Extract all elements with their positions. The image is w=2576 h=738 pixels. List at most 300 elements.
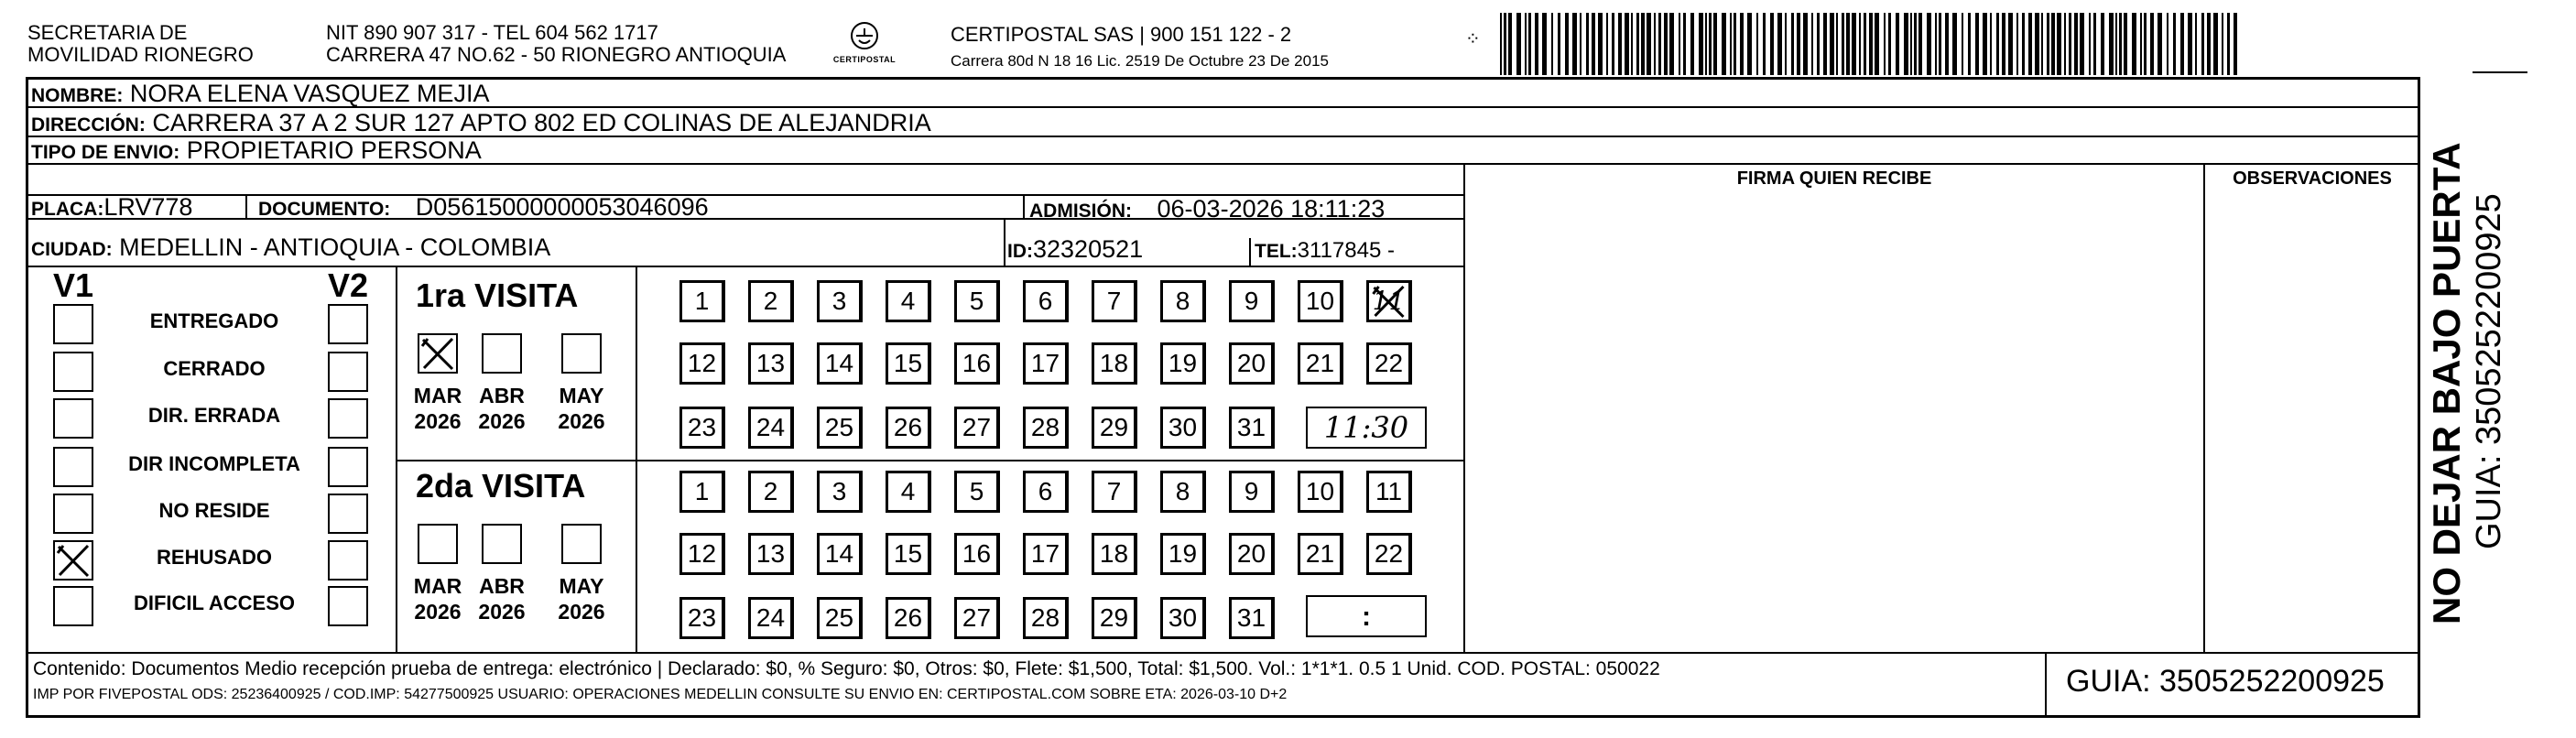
barcode-bar: [1740, 13, 1744, 75]
day-number: 8: [1175, 287, 1190, 315]
month-checkbox[interactable]: [418, 333, 458, 374]
day-number: 25: [824, 413, 854, 441]
ciudad-field: [31, 233, 550, 265]
barcode-bar: [1864, 13, 1866, 75]
id-label: ID:: [1007, 241, 1033, 262]
barcode-bar: [1842, 13, 1844, 75]
barcode-bar: [1606, 13, 1608, 75]
divider: [396, 460, 1463, 461]
v1-header: V1: [53, 266, 94, 304]
day-number: 30: [1168, 413, 1198, 441]
day-box-4[interactable]: [886, 280, 931, 322]
day-number: 24: [755, 603, 786, 632]
day-box-17[interactable]: [1023, 533, 1069, 575]
day-box-9[interactable]: [1229, 471, 1275, 513]
day-box-27[interactable]: [954, 597, 1000, 639]
barcode-bar: [2047, 13, 2049, 75]
divider: [396, 266, 397, 652]
day-box-8[interactable]: [1160, 280, 1206, 322]
placa-label: PLACA:: [31, 199, 104, 220]
documento-label: DOCUMENTO:: [258, 199, 391, 220]
barcode-bar: [1770, 13, 1774, 75]
barcode-bar: [1875, 13, 1879, 75]
barcode-bar: [2057, 13, 2061, 75]
barcode-bar: [2080, 13, 2084, 75]
day-box-21[interactable]: [1298, 342, 1343, 385]
barcode-bar: [1641, 13, 1645, 75]
divider: [26, 652, 2420, 654]
barcode-bar: [2201, 13, 2204, 75]
barcode-bar: [1699, 13, 1703, 75]
visit2-time-box[interactable]: [1306, 595, 1427, 637]
day-box-13[interactable]: [748, 342, 794, 385]
barcode-bar: [1618, 13, 1622, 75]
day-box-4[interactable]: [886, 471, 931, 513]
placa-value: LRV778: [103, 193, 193, 221]
day-box-23[interactable]: [679, 407, 725, 449]
observaciones-header: OBSERVACIONES: [2233, 168, 2392, 189]
day-box-31[interactable]: [1229, 597, 1275, 639]
year-label: 2026: [478, 409, 526, 433]
barcode-bar: [1785, 13, 1787, 75]
day-number: 21: [1305, 349, 1335, 377]
barcode-bar: [1705, 13, 1707, 75]
barcode-bar: [1952, 13, 1957, 75]
barcode-bar: [2074, 13, 2078, 75]
day-number: 16: [962, 539, 992, 568]
day-box-28[interactable]: [1023, 407, 1069, 449]
v2-checkbox[interactable]: [328, 447, 368, 487]
day-box-21[interactable]: [1298, 533, 1343, 575]
barcode-bar: [2222, 13, 2223, 75]
barcode-bar: [2180, 13, 2184, 75]
month-checkbox[interactable]: [561, 333, 602, 374]
footer-guia: GUIA: 3505252200925: [2066, 664, 2385, 699]
month-label: MAY: [559, 384, 604, 407]
v2-header: V2: [328, 266, 369, 304]
barcode-bar: [1968, 13, 1971, 75]
day-number: 12: [687, 349, 717, 377]
barcode-bar: [2008, 13, 2013, 75]
barcode-bar: [1996, 13, 1999, 75]
day-number: 1: [694, 477, 710, 505]
day-box-8[interactable]: [1160, 471, 1206, 513]
admision-value: 06-03-2026 18:11:23: [1157, 195, 1386, 222]
day-number: 20: [1236, 539, 1266, 568]
day-number: 5: [969, 477, 984, 505]
barcode-bar: [1647, 13, 1651, 75]
tipo-envio-value: PROPIETARIO PERSONA: [186, 136, 482, 164]
documento-value: D05615000000053046096: [415, 193, 709, 221]
day-number: 4: [900, 477, 916, 505]
day-number: 25: [824, 603, 854, 632]
status-label: CERRADO: [163, 357, 266, 380]
day-box-11[interactable]: [1366, 280, 1412, 322]
day-box-30[interactable]: [1160, 407, 1206, 449]
barcode-bar: [1734, 13, 1736, 75]
day-number: 19: [1168, 349, 1198, 377]
barcode-bar: [1830, 13, 1834, 75]
day-box-1[interactable]: [679, 280, 725, 322]
divider: [1249, 238, 1251, 266]
barcode-bar: [1722, 13, 1726, 75]
barcode-bar: [2188, 13, 2192, 75]
day-number: 11: [1372, 286, 1406, 316]
day-number: 11: [1375, 477, 1403, 505]
footer-content-line: Contenido: Documentos Medio recepción prueba de entrega: electrónico | Declarado: $0, % Seguro: $0, Otros: $0, Flete: $1,500, Total: $1,500. Vol.: 1*1*1. 0.5 1 Unid. COD. POSTAL: 050022: [33, 658, 1660, 679]
v2-checkbox[interactable]: [328, 304, 368, 344]
barcode-bar: [2051, 13, 2055, 75]
day-box-29[interactable]: [1092, 597, 1137, 639]
day-number: 24: [755, 413, 786, 441]
day-box-26[interactable]: [886, 407, 931, 449]
barcode-bar: [2028, 13, 2032, 75]
barcode-bar: [1803, 13, 1808, 75]
day-number: 10: [1305, 477, 1335, 505]
barcode-bar: [1683, 13, 1686, 75]
barcode-bar: [1884, 13, 1886, 75]
barcode-bar: [1730, 13, 1732, 75]
day-box-19[interactable]: [1160, 342, 1206, 385]
status-label: DIR INCOMPLETA: [128, 452, 300, 475]
day-number: 2: [763, 477, 778, 505]
day-number: 14: [824, 349, 854, 377]
nombre-field: [31, 79, 489, 111]
day-number: 15: [893, 539, 923, 568]
day-number: 5: [969, 287, 984, 315]
org-name-line1: SECRETARIA DE: [27, 21, 188, 44]
day-box-15[interactable]: [886, 533, 931, 575]
barcode-bar: [1962, 13, 1963, 75]
barcode-bar: [1625, 13, 1629, 75]
month-checkbox[interactable]: [482, 333, 522, 374]
day-number: 6: [1038, 287, 1053, 315]
barcode-bar: [2140, 13, 2142, 75]
day-box-25[interactable]: [817, 407, 863, 449]
barcode-bar: [1631, 13, 1633, 75]
day-box-20[interactable]: [1229, 342, 1275, 385]
day-box-23[interactable]: [679, 597, 725, 639]
visit2-time: :: [1362, 602, 1371, 632]
day-number: 10: [1305, 287, 1335, 315]
day-number: 8: [1175, 477, 1190, 505]
visit1-handwritten-time: 11:30: [1323, 410, 1409, 445]
day-box-22[interactable]: [1366, 533, 1412, 575]
day-number: 29: [1099, 603, 1129, 632]
barcode-bar: [2115, 13, 2117, 75]
barcode-bar: [1918, 13, 1922, 75]
scan-mark-icon: ⁘: [1465, 29, 1481, 49]
day-number: 29: [1099, 413, 1129, 441]
barcode-bar: [1896, 13, 1899, 75]
day-number: 9: [1244, 477, 1259, 505]
nit-line2: CARRERA 47 NO.62 - 50 RIONEGRO ANTIOQUIA: [326, 43, 787, 66]
documento-field: [258, 192, 709, 224]
logo-text: CERTIPOSTAL: [832, 55, 897, 64]
nombre-value: NORA ELENA VASQUEZ MEJIA: [129, 80, 490, 107]
barcode-bar: [2195, 13, 2197, 75]
year-label: 2026: [478, 600, 526, 624]
barcode-bar: [1679, 13, 1680, 75]
day-box-5[interactable]: [954, 280, 1000, 322]
barcode-bar: [1586, 13, 1589, 75]
barcode-bar: [1859, 13, 1861, 75]
day-box-22[interactable]: [1366, 342, 1412, 385]
day-number: 26: [893, 603, 923, 632]
day-box-3[interactable]: [817, 471, 863, 513]
day-number: 31: [1236, 603, 1266, 632]
barcode-bar: [2167, 13, 2168, 75]
barcode-bar: [1756, 13, 1758, 75]
barcode-bar: [1658, 13, 1661, 75]
month-label: MAR: [413, 384, 462, 407]
tipo-envio-label: TIPO DE ENVIO:: [31, 142, 180, 163]
day-number: 17: [1030, 349, 1060, 377]
barcode-bar: [1500, 13, 1502, 75]
month-label: ABR: [479, 384, 525, 407]
day-number: 17: [1030, 539, 1060, 568]
day-box-10[interactable]: [1298, 471, 1343, 513]
barcode-bar: [1811, 13, 1813, 75]
day-box-5[interactable]: [954, 471, 1000, 513]
day-box-20[interactable]: [1229, 533, 1275, 575]
v2-checkbox[interactable]: [328, 540, 368, 581]
status-label: ENTREGADO: [149, 309, 279, 332]
barcode-bar: [2150, 13, 2154, 75]
day-box-18[interactable]: [1092, 533, 1137, 575]
day-box-11[interactable]: [1366, 471, 1412, 513]
day-box-7[interactable]: [1092, 471, 1137, 513]
day-box-19[interactable]: [1160, 533, 1206, 575]
divider: [1023, 194, 1025, 218]
divider: [2203, 163, 2205, 652]
month-checkbox[interactable]: [482, 524, 522, 564]
day-number: 7: [1106, 477, 1122, 505]
v2-checkbox[interactable]: [328, 494, 368, 534]
id-field: [1007, 234, 1143, 266]
barcode-bar: [1975, 13, 1979, 75]
day-number: 1: [694, 287, 710, 315]
day-box-2[interactable]: [748, 280, 794, 322]
barcode-bar: [1690, 13, 1694, 75]
divider: [2045, 652, 2047, 718]
day-box-6[interactable]: [1023, 471, 1069, 513]
barcode-bar: [1935, 13, 1937, 75]
day-box-17[interactable]: [1023, 342, 1069, 385]
day-box-13[interactable]: [748, 533, 794, 575]
day-number: 31: [1236, 413, 1266, 441]
day-number: 14: [824, 539, 854, 568]
barcode-bar: [1636, 13, 1639, 75]
barcode-bar: [2093, 13, 2096, 75]
barcode-bar: [2101, 13, 2104, 75]
divider: [245, 194, 247, 218]
year-label: 2026: [414, 600, 462, 624]
nombre-label: NOMBRE:: [31, 85, 124, 106]
day-box-12[interactable]: [679, 342, 725, 385]
day-number: 6: [1038, 477, 1053, 505]
nit-line1: NIT 890 907 317 - TEL 604 562 1717: [326, 21, 658, 44]
barcode-bar: [1669, 13, 1674, 75]
day-box-30[interactable]: [1160, 597, 1206, 639]
barcode-bar: [1664, 13, 1668, 75]
barcode-bar: [1713, 13, 1717, 75]
day-box-10[interactable]: [1298, 280, 1343, 322]
day-box-25[interactable]: [817, 597, 863, 639]
day-box-1[interactable]: [679, 471, 725, 513]
v2-checkbox[interactable]: [328, 398, 368, 439]
barcode-bar: [1528, 13, 1531, 75]
barcode-bar: [2227, 13, 2230, 75]
year-label: 2026: [414, 409, 462, 433]
barcode-bar: [1747, 13, 1752, 75]
barcode-bar: [1869, 13, 1873, 75]
barcode-bar: [2173, 13, 2176, 75]
barcode-bar: [1852, 13, 1856, 75]
day-box-18[interactable]: [1092, 342, 1137, 385]
day-number: 30: [1168, 603, 1198, 632]
day-number: 18: [1099, 349, 1129, 377]
visit1-title: 1ra VISITA: [416, 277, 579, 314]
day-number: 13: [755, 539, 786, 568]
day-box-28[interactable]: [1023, 597, 1069, 639]
day-box-15[interactable]: [886, 342, 931, 385]
barcode-bar: [1551, 13, 1553, 75]
day-number: 3: [831, 287, 847, 315]
barcode-bar: [2234, 13, 2237, 75]
day-number: 22: [1374, 539, 1404, 568]
status-label: REHUSADO: [157, 546, 272, 569]
barcode-bar: [2022, 13, 2025, 75]
admision-label: ADMISIÓN:: [1029, 201, 1132, 222]
day-number: 4: [900, 287, 916, 315]
barcode-bar: [1558, 13, 1560, 75]
month-label: MAR: [413, 574, 462, 598]
day-box-31[interactable]: [1229, 407, 1275, 449]
divider: [1004, 218, 1005, 266]
tel-label: TEL:: [1255, 241, 1298, 262]
visit1-time-box[interactable]: [1306, 407, 1427, 449]
year-label: 2026: [558, 409, 605, 433]
day-number: 16: [962, 349, 992, 377]
barcode-bar: [1990, 13, 1992, 75]
month-label: MAY: [559, 574, 604, 598]
barcode-bar: [1504, 13, 1506, 75]
certipostal-logo: [831, 18, 897, 70]
day-box-27[interactable]: [954, 407, 1000, 449]
courier-line2: Carrera 80d N 18 16 Lic. 2519 De Octubre 23 De 2015: [951, 52, 1329, 70]
day-box-29[interactable]: [1092, 407, 1137, 449]
barcode-bar: [2064, 13, 2066, 75]
barcode-bar: [1846, 13, 1850, 75]
day-box-14[interactable]: [817, 342, 863, 385]
placa-field: [31, 192, 192, 224]
divider: [26, 266, 1463, 267]
barcode-bar: [1817, 13, 1820, 75]
barcode-bar: [1592, 13, 1595, 75]
day-number: 26: [893, 413, 923, 441]
day-number: 12: [687, 539, 717, 568]
day-box-2[interactable]: [748, 471, 794, 513]
visit2-title: 2da VISITA: [416, 467, 586, 505]
day-number: 28: [1030, 603, 1060, 632]
day-box-24[interactable]: [748, 597, 794, 639]
barcode-bar: [2002, 13, 2005, 75]
barcode-bar: [2207, 13, 2211, 75]
barcode-bar: [2132, 13, 2136, 75]
divider: [1463, 163, 1465, 652]
day-number: 15: [893, 349, 923, 377]
barcode-bar: [1654, 13, 1656, 75]
ciudad-label: CIUDAD:: [31, 239, 113, 260]
barcode: [1500, 13, 2244, 75]
day-box-26[interactable]: [886, 597, 931, 639]
barcode-bar: [1791, 13, 1794, 75]
day-number: 3: [831, 477, 847, 505]
barcode-bar: [1777, 13, 1782, 75]
day-number: 9: [1244, 287, 1259, 315]
day-box-14[interactable]: [817, 533, 863, 575]
day-box-12[interactable]: [679, 533, 725, 575]
barcode-bar: [1535, 13, 1538, 75]
barcode-bar: [1580, 13, 1581, 75]
admision-field: [1029, 194, 1385, 226]
side-guia: GUIA: 3505252200925: [2470, 193, 2508, 549]
barcode-bar: [2124, 13, 2127, 75]
barcode-bar: [1983, 13, 1987, 75]
day-number: 20: [1236, 349, 1266, 377]
day-box-7[interactable]: [1092, 280, 1137, 322]
day-number: 2: [763, 287, 778, 315]
barcode-bar: [2213, 13, 2218, 75]
divider: [636, 266, 637, 652]
day-box-9[interactable]: [1229, 280, 1275, 322]
direccion-label: DIRECCIÓN:: [31, 114, 146, 136]
barcode-bar: [2089, 13, 2091, 75]
barcode-bar: [1565, 13, 1569, 75]
day-box-6[interactable]: [1023, 280, 1069, 322]
status-label: DIFICIL ACCESO: [133, 591, 295, 614]
day-box-16[interactable]: [954, 533, 1000, 575]
v2-checkbox[interactable]: [328, 352, 368, 392]
v2-checkbox[interactable]: [328, 586, 368, 626]
barcode-bar: [1888, 13, 1891, 75]
barcode-bar: [1797, 13, 1800, 75]
day-number: 23: [687, 413, 717, 441]
barcode-bar: [1914, 13, 1917, 75]
ciudad-value: MEDELLIN - ANTIOQUIA - COLOMBIA: [119, 233, 551, 261]
day-box-24[interactable]: [748, 407, 794, 449]
day-number: 22: [1374, 349, 1404, 377]
tel-value: 3117845 -: [1297, 238, 1395, 263]
day-box-3[interactable]: [817, 280, 863, 322]
barcode-bar: [1763, 13, 1766, 75]
day-number: 21: [1305, 539, 1335, 568]
check-x-icon: [1369, 283, 1408, 320]
day-box-16[interactable]: [954, 342, 1000, 385]
barcode-bar: [2041, 13, 2043, 75]
barcode-bar: [1939, 13, 1941, 75]
day-number: 18: [1099, 539, 1129, 568]
day-number: 27: [962, 413, 992, 441]
barcode-bar: [1598, 13, 1603, 75]
barcode-bar: [1542, 13, 1547, 75]
courier-line1: CERTIPOSTAL SAS | 900 151 122 - 2: [951, 23, 1292, 46]
month-checkbox[interactable]: [418, 524, 458, 564]
month-checkbox[interactable]: [561, 524, 602, 564]
org-name-line2: MOVILIDAD RIONEGRO: [27, 43, 254, 66]
day-number: 23: [687, 603, 717, 632]
